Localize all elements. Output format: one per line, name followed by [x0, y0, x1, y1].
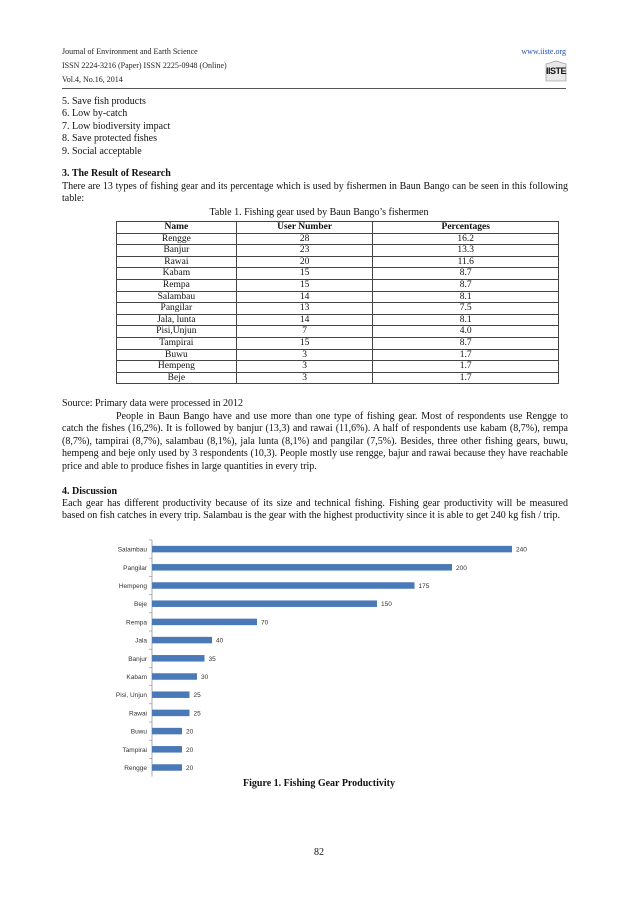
cell: Rawai — [117, 256, 237, 268]
cell: 15 — [236, 279, 373, 291]
bar-rengge — [152, 764, 182, 771]
cell: 1.7 — [373, 361, 559, 373]
data-label: 25 — [193, 692, 201, 700]
data-label: 30 — [201, 674, 209, 681]
iiste-logo — [544, 60, 568, 82]
list-item: 9. Social acceptable — [62, 145, 142, 157]
criteria-list — [62, 96, 568, 158]
data-label: 40 — [216, 637, 224, 645]
cell: 14 — [236, 291, 373, 303]
table-row — [117, 245, 559, 257]
section-4-text: Each gear has different productivity because of its size and technical fishing. Fishing gear productivity will be measured based on fish catches in every trip. Salambau is the gear with the highest productivity since it is able to get 240 kg fish / trip. — [62, 498, 568, 522]
section-4-heading: 4. Discussion — [62, 486, 118, 497]
category-label: Buwu — [130, 728, 147, 736]
cell: 3 — [236, 361, 373, 373]
table-row — [117, 291, 559, 303]
table-row — [117, 233, 559, 245]
cell: Salambau — [117, 291, 237, 303]
cell: 4.0 — [373, 326, 559, 338]
category-label: Jala — [135, 637, 147, 645]
cell: 14 — [236, 314, 373, 326]
table-row — [117, 303, 559, 315]
cell: 11.6 — [373, 256, 559, 268]
cell: Pangilar — [117, 303, 237, 315]
category-label: Banjur — [128, 655, 147, 663]
table-row — [117, 372, 559, 384]
bar-tampirai — [152, 746, 182, 753]
cell: 8.1 — [373, 314, 559, 326]
table-caption: Table 1. Fishing gear used by Baun Bango’s fishermen — [209, 207, 429, 218]
journal-url-link[interactable]: www.iiste.org — [521, 47, 566, 56]
cell: 1.7 — [373, 372, 559, 384]
table-row — [117, 337, 559, 349]
data-label: 240 — [516, 546, 527, 554]
journal-title: Journal of Environment and Earth Science — [62, 47, 198, 56]
cell: Kabam — [117, 268, 237, 280]
category-label: Tampirai — [122, 746, 147, 754]
cell: 3 — [236, 349, 373, 361]
cell: Banjur — [117, 245, 237, 257]
bar-rempa — [152, 619, 257, 626]
bar-pisi-unjun — [152, 691, 190, 698]
list-item: 8. Save protected fishes — [62, 133, 157, 145]
bar-pangilar — [152, 564, 452, 571]
cell: 13 — [236, 303, 373, 315]
table-row — [117, 256, 559, 268]
bar-rawai — [152, 710, 190, 717]
cell: 3 — [236, 372, 373, 384]
data-label: 70 — [261, 619, 269, 627]
cell: Jala, lunta — [117, 314, 237, 326]
data-label: 175 — [418, 583, 430, 590]
bar-banjur — [152, 655, 205, 662]
cell: 23 — [236, 245, 373, 257]
figure-caption: Figure 1. Fishing Gear Productivity — [243, 778, 395, 789]
discussion-paragraph-1: People in Baun Bango have and use more than one type of fishing gear. Most of respondents use Rengge to catch the fishes (16,2%). It is followed by banjur (13,3) and rawai (11,6%). A half of respondents use kabam (8,7%), rempa (8,7%), tampirai (8,7%), salambau (8,1%), jala lunta (8,1%) and pangilar (7,5%). Besides, three other fishing gears, buwu, hempeng and beje only used by 3 respondents (10,3). People mostly use rengge, bajur and rawai because they have reachable price and able to produce fishes in large quantities in every trip. — [62, 411, 568, 472]
fishing-gear-table — [116, 221, 559, 384]
bar-kabam — [152, 673, 197, 680]
cell: Buwu — [117, 349, 237, 361]
issn-line: ISSN 2224-3216 (Paper) ISSN 2225-0948 (Online) — [62, 61, 227, 70]
data-label: 25 — [193, 710, 201, 718]
cell: 8.7 — [373, 279, 559, 291]
category-label: Pisi, Unjun — [115, 692, 147, 700]
cell: 8.1 — [373, 291, 559, 303]
data-label: 150 — [381, 601, 392, 609]
cell: 7 — [236, 326, 373, 338]
category-label: Hempeng — [118, 583, 147, 590]
table-row — [117, 314, 559, 326]
cell: 1.7 — [373, 349, 559, 361]
data-label: 20 — [186, 728, 194, 736]
table-row — [117, 279, 559, 291]
section-3-intro: There are 13 types of fishing gear and its percentage which is used by fishermen in Baun Bango can be seen in this following table: — [62, 181, 568, 205]
cell: 8.7 — [373, 337, 559, 349]
section-3-heading: 3. The Result of Research — [62, 168, 171, 179]
bar-hempeng — [152, 582, 415, 589]
cell: Tampirai — [117, 337, 237, 349]
data-label: 20 — [186, 746, 194, 754]
bar-salambau — [152, 546, 512, 553]
table-row — [117, 361, 559, 373]
data-label: 200 — [456, 564, 467, 572]
cell: 7.5 — [373, 303, 559, 315]
header-rule — [62, 88, 566, 89]
category-label: Kabam — [126, 674, 147, 681]
category-label: Beje — [133, 601, 147, 609]
cell: Rempa — [117, 279, 237, 291]
cell: 15 — [236, 337, 373, 349]
cell: Beje — [117, 372, 237, 384]
table-row — [117, 326, 559, 338]
logo-text: IISTE — [545, 66, 566, 76]
column-header: Name — [117, 222, 237, 234]
category-label: Pangilar — [123, 564, 147, 572]
cell: 28 — [236, 233, 373, 245]
category-label: Rengge — [124, 765, 147, 772]
volume-line: Vol.4, No.16, 2014 — [62, 75, 123, 84]
list-item: 5. Save fish products — [62, 96, 146, 107]
bar-jala — [152, 637, 212, 644]
table-source: Source: Primary data were processed in 2012 — [62, 398, 244, 409]
data-label: 35 — [208, 655, 216, 663]
cell: 15 — [236, 268, 373, 280]
bar-buwu — [152, 728, 182, 735]
table-row — [117, 349, 559, 361]
cell: 16.2 — [373, 233, 559, 245]
category-label: Rempa — [126, 619, 147, 627]
cell: Hempeng — [117, 361, 237, 373]
list-item: 7. Low biodiversity impact — [62, 120, 171, 132]
cell: 8.7 — [373, 268, 559, 280]
cell: Pisi,Unjun — [117, 326, 237, 338]
column-header: User Number — [236, 222, 373, 234]
column-header: Percentages — [373, 222, 559, 234]
page-number: 82 — [314, 847, 324, 858]
category-label: Rawai — [128, 710, 147, 718]
data-label: 20 — [186, 765, 194, 772]
table-row — [117, 268, 559, 280]
cell: Rengge — [117, 233, 237, 245]
list-item: 6. Low by-catch — [62, 108, 128, 120]
cell: 20 — [236, 256, 373, 268]
cell: 13.3 — [373, 245, 559, 257]
table-header-row — [117, 222, 559, 234]
bar-beje — [152, 600, 377, 607]
productivity-bar-chart — [62, 536, 527, 774]
category-label: Salambau — [117, 546, 147, 554]
